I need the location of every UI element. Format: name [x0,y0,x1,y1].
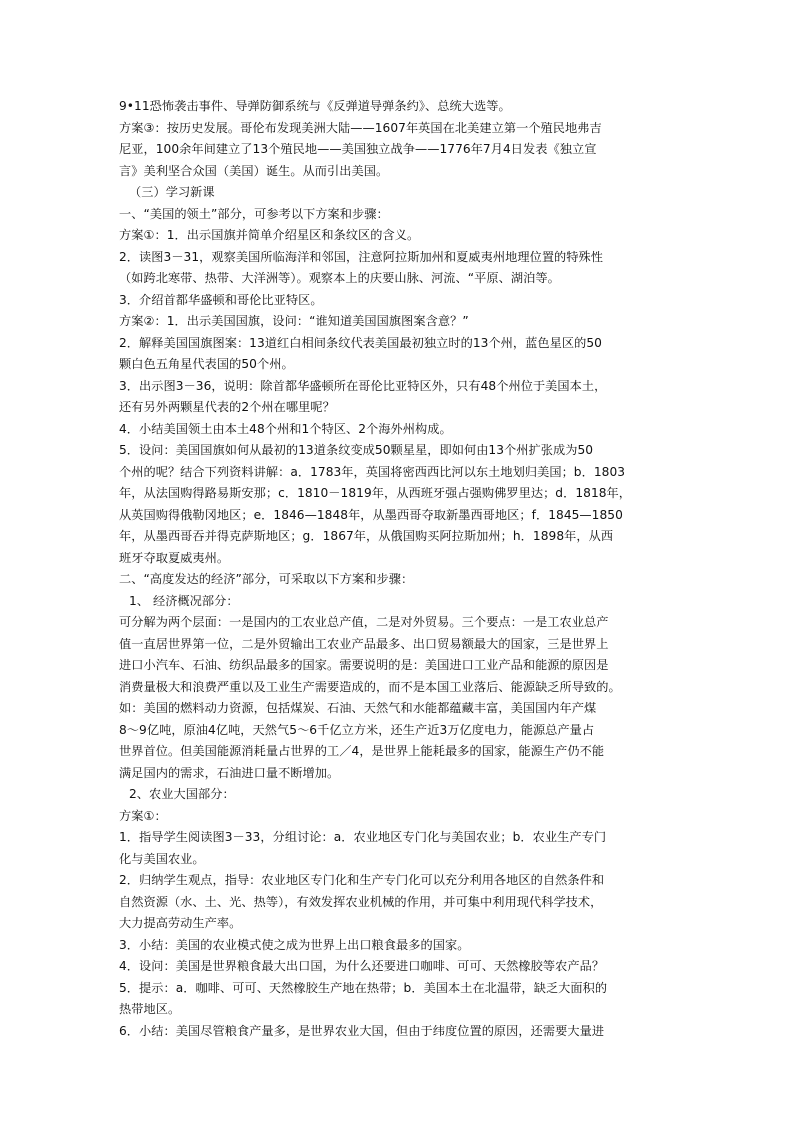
text-line: 年，从法国购得路易斯安那；c．1810－1819年，从西班牙强占强购佛罗里达；d．1818年， [119,486,632,500]
text-line: 还有另外两颗星代表的2个州在哪里呢？ [119,400,335,414]
text-line: 年，从墨西哥吞并得克萨斯地区；g．1867年，从俄国购买阿拉斯加州；h．1898年，从西 [119,529,614,543]
text-line: 自然资源（水、土、光、热等），有效发挥农业机械的作用，并可集中利用现代科学技术， [119,894,603,909]
text-line: 3．出示图3－36，说明：除首都华盛顿所在哥伦比亚特区外，只有48个州位于美国本土， [119,378,607,393]
text-line: 5．提示：a．咖啡、可可、天然橡胶生产地在热带；b．美国本土在北温带，缺乏大面积的 [119,980,608,995]
text-line: 2．读图3－31，观察美国所临海洋和邻国，注意阿拉斯加州和夏威夷州地理位置的特殊性 [119,249,604,264]
text-line: 3．小结：美国的农业模式使之成为世界上出口粮食最多的国家。 [119,937,470,952]
text-line: 大力提高劳动生产率。 [119,916,242,930]
text-line: 言》美利坚合众国（美国）诞生。从而引出美国。 [119,163,389,178]
text-line: 进口小汽车、石油、纺织品最多的国家。需要说明的是：美国进口工业产品和能源的原因是 [119,658,609,672]
text-line: （三）学习新课 [129,185,215,199]
text-line: 个州的呢？结合下列资料讲解：a．1783年，英国将密西西比河以东土地划归美国；b．1803 [119,464,626,479]
text-line: 2．归纳学生观点，指导：农业地区专门化和生产专门化可以充分利用各地区的自然条件和 [119,873,605,887]
text-line: 满足国内的需求，石油进口量不断增加。 [119,765,340,780]
text-line: 4．设问：美国是世界粮食最大出口国，为什么还要进口咖啡、可可、天然橡胶等农产品？ [119,959,605,973]
text-line: 消费量极大和浪费严重以及工业生产需要造成的，而不是本国工业落后、能源缺乏所导致的。 [119,679,621,694]
text-line: 4．小结美国领土由本土48个州和1个特区、2个海外州构成。 [119,421,452,436]
text-line: 8～9亿吨，原油4亿吨，天然气5～6千亿立方米，还生产近3万亿度电力，能源总产量占 [119,722,595,737]
text-line: 一、“美国的领土”部分，可参考以下方案和步骤： [119,206,389,221]
text-line: 值一直居世界第一位，二是外贸输出工农业产品最多、出口贸易额最大的国家，三是世界上 [119,636,609,651]
text-line: 尼亚，100余年间建立了13个殖民地——美国独立战争——1776年7月4日发表《独立宣 [119,142,597,156]
text-line: 2、农业大国部分： [129,787,235,801]
text-line: 颗白色五角星代表国的50个州。 [119,357,294,371]
text-line: 化与美国农业。 [119,851,205,866]
text-line: 3．介绍首都华盛顿和哥伦比亚特区。 [119,292,323,307]
text-line: 5．设问：美国国旗如何从最初的13道条纹变成50颗星星，即如何由13个州扩张成为50 [119,443,594,457]
text-line: 方案①：1．出示国旗并简单介绍星区和条纹区的含义。 [119,228,420,242]
text-line: 6．小结：美国尽管粮食产量多，是世界农业大国，但由于纬度位置的原因，还需要大量进 [119,1023,605,1038]
text-line: 从英国购得俄勒冈地区；e．1846—1848年，从墨西哥夺取新墨西哥地区；f．1845—1850 [119,507,623,522]
document-body [119,96,679,1042]
text-line: 二、“高度发达的经济”部分，可采取以下方案和步骤： [119,572,414,586]
text-line: 如：美国的燃料动力资源，包括煤炭、石油、天然气和水能都蕴藏丰富，美国国内年产煤 [119,701,597,715]
text-line: 2．解释美国国旗图案：13道红白相间条纹代表美国最初独立时的13个州，蓝色星区的50 [119,335,602,350]
text-line: 班牙夺取夏威夷州。 [119,550,230,565]
text-line: 方案③：按历史发展。哥伦布发现美洲大陆——1607年英国在北美建立第一个殖民地弗吉 [119,120,602,135]
text-line: 方案①： [119,808,167,823]
text-line: 世界首位。但美国能源消耗量占世界的工／4，是世界上能耗最多的国家，能源生产仍不能 [119,744,605,758]
text-line: 方案②：1．出示美国国旗，设问：“谁知道美国国旗图案含意？” [119,314,469,328]
text-line: 1、 经济概况部分： [129,593,239,608]
text-line: 可分解为两个层面：一是国内的工农业总产值，二是对外贸易。三个要点：一是工农业总产 [119,615,609,629]
text-line: 9•11恐怖袭击事件、导弹防御系统与《反弹道导弹条约》、总统大选等。 [119,99,511,113]
text-line: 1．指导学生阅读图3－33，分组讨论：a．农业地区专门化与美国农业；b．农业生产专门 [119,830,607,844]
text-line: 热带地区。 [119,1002,181,1016]
text-line: （如跨北寒带、热带、大洋洲等）。观察本上的庆要山脉、河流、“平原、湖泊等。 [119,271,560,285]
